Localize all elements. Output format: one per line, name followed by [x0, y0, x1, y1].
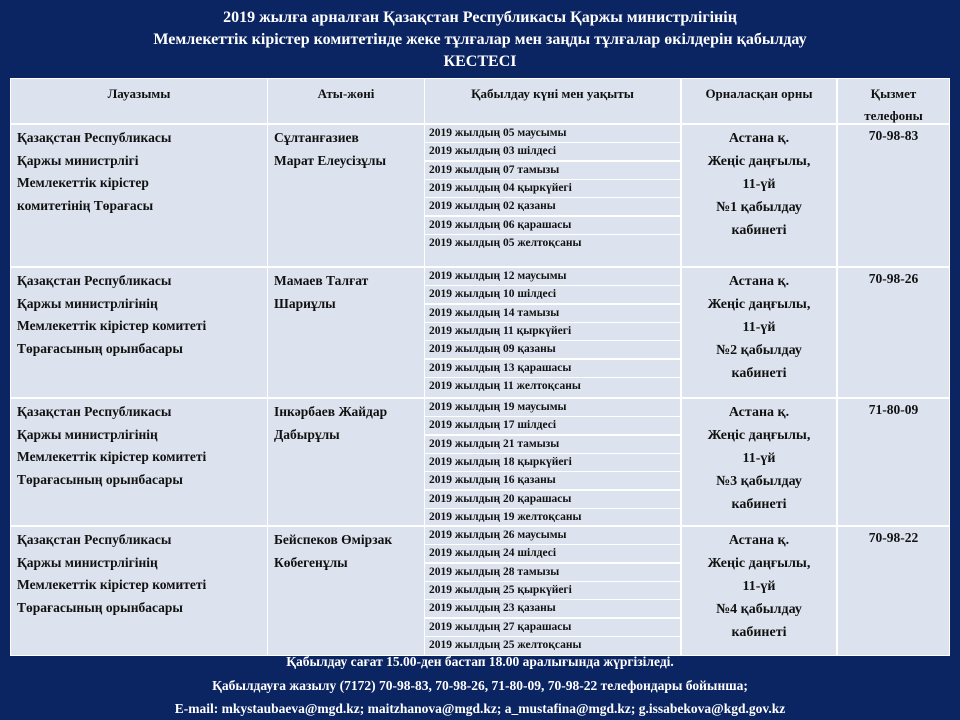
text-line: №3 қабылдау [716, 474, 802, 489]
schedule-table [10, 78, 950, 656]
date-entry: 2019 жылдың 27 қарашасы [425, 619, 680, 636]
date-entry: 2019 жылдың 28 тамызы [425, 564, 680, 581]
date-entry: 2019 жылдың 05 желтоқсаны [425, 235, 680, 266]
location-cell [682, 125, 836, 266]
name-cell [268, 125, 424, 266]
phone-cell: 70-98-22 [838, 527, 949, 655]
position-cell [11, 527, 267, 655]
date-entry: 2019 жылдың 09 қазаны [425, 341, 680, 358]
text-line: Марат Елеусізұлы [274, 152, 387, 168]
text-line: 11-үй [742, 451, 776, 466]
dates-cell [425, 125, 680, 266]
text-line: Қазақстан Республикасы [17, 404, 172, 419]
footer-hours: Қабылдау сағат 15.00-ден бастап 18.00 аралығында жүргізіледі. [286, 654, 674, 669]
text-line: Қазақстан Республикасы [17, 130, 172, 145]
date-entry: 2019 жылдың 06 қарашасы [425, 217, 680, 234]
date-entry: 2019 жылдың 10 шілдесі [425, 286, 680, 303]
text-line: Жеңіс даңғылы, [707, 154, 811, 169]
phone-cell: 71-80-09 [838, 399, 949, 525]
date-entry: 2019 жылдың 20 қарашасы [425, 491, 680, 508]
column-header: Қабылдау күні мен уақыты [425, 79, 680, 123]
text-line: Астана қ. [728, 533, 790, 548]
phone-cell: 70-98-83 [838, 125, 949, 266]
title-line-1: 2019 жылға арналған Қазақстан Республикасы Қаржы министрлігінің [223, 9, 737, 26]
text-line: Қазақстан Республикасы [17, 273, 172, 288]
date-entry: 2019 жылдың 25 желтоқсаны [425, 637, 680, 655]
date-entry: 2019 жылдың 02 қазаны [425, 198, 680, 215]
text-line: Астана қ. [728, 131, 790, 146]
text-line: комитетінің Төрағасы [17, 197, 154, 213]
text-line: Мемлекеттік кірістер [17, 175, 149, 190]
date-entry: 2019 жылдың 07 тамызы [425, 162, 680, 179]
footer-emails: E-mail: mkystaubaeva@mgd.kz; maitzhanova@mgd.kz; a_mustafina@mgd.kz; g.issabekova@kgd.gov.kz [174, 701, 786, 716]
column-header: Аты-жөні [268, 79, 424, 123]
dates-cell [425, 527, 680, 655]
dates-cell [425, 268, 680, 397]
text-line: Мемлекеттік кірістер комитеті [17, 577, 207, 592]
text-line: кабинеті [731, 366, 787, 381]
text-line: 11-үй [742, 177, 776, 192]
date-entry: 2019 жылдың 21 тамызы [425, 436, 680, 453]
dates-cell [425, 399, 680, 525]
text-line: Қаржы министрлігі [17, 152, 139, 168]
date-entry: 2019 жылдың 13 қарашасы [425, 360, 680, 377]
text-line: Төрағасының орынбасары [17, 599, 183, 615]
text-line: Бейспеков Өмірзак [274, 532, 393, 547]
name-cell [268, 268, 424, 397]
location-cell [682, 527, 836, 655]
text-line: Мемлекеттік кірістер комитеті [17, 449, 207, 464]
text-line: Шариұлы [274, 295, 336, 311]
text-line: кабинеті [731, 497, 787, 512]
name-cell [268, 527, 424, 655]
date-entry: 2019 жылдың 12 маусымы [425, 268, 680, 285]
column-header: Қызмет телефоны [838, 79, 949, 123]
text-line: 11-үй [742, 579, 776, 594]
text-line: Сұлтанғазиев [274, 130, 359, 145]
location-cell [682, 268, 836, 397]
text-line: Жеңіс даңғылы, [707, 297, 811, 312]
date-entry: 2019 жылдың 16 қазаны [425, 472, 680, 489]
date-entry: 2019 жылдың 26 маусымы [425, 527, 680, 544]
text-line: Дабырұлы [274, 426, 340, 442]
text-line: кабинеті [731, 223, 787, 238]
footer-phones: Қабылдауға жазылу (7172) 70-98-83, 70-98-26, 71-80-09, 70-98-22 телефондары бойынша; [212, 678, 748, 693]
date-entry: 2019 жылдың 19 желтоқсаны [425, 509, 680, 525]
date-entry: 2019 жылдың 25 қыркүйегі [425, 582, 680, 599]
date-entry: 2019 жылдың 17 шілдесі [425, 417, 680, 434]
position-cell [11, 125, 267, 266]
text-line: Қаржы министрлігінің [17, 295, 158, 311]
phone-cell: 70-98-26 [838, 268, 949, 397]
text-line: Төрағасының орынбасары [17, 340, 183, 356]
location-cell [682, 399, 836, 525]
title-line-3: КЕСТЕСІ [443, 53, 517, 70]
date-entry: 2019 жылдың 19 маусымы [425, 399, 680, 416]
text-line: 11-үй [742, 320, 776, 335]
text-line: Қаржы министрлігінің [17, 554, 158, 570]
text-line: №2 қабылдау [716, 343, 802, 358]
date-entry: 2019 жылдың 14 тамызы [425, 305, 680, 322]
position-cell [11, 399, 267, 525]
text-line: №4 қабылдау [716, 602, 802, 617]
date-entry: 2019 жылдың 23 қазаны [425, 600, 680, 617]
date-entry: 2019 жылдың 04 қыркүйегі [425, 180, 680, 197]
text-line: Жеңіс даңғылы, [707, 556, 811, 571]
text-line: Төрағасының орынбасары [17, 471, 183, 487]
text-line: №1 қабылдау [716, 200, 802, 215]
date-entry: 2019 жылдың 11 желтоқсаны [425, 378, 680, 397]
name-cell [268, 399, 424, 525]
position-cell [11, 268, 267, 397]
title-line-2: Мемлекеттік кірістер комитетінде жеке тұлғалар мен заңды тұлғалар өкілдерін қабылдау [153, 31, 807, 48]
text-line: Астана қ. [728, 405, 790, 420]
text-line: Інкәрбаев Жайдар [274, 404, 388, 419]
text-line: Мамаев Талғат [274, 273, 369, 288]
text-line: Астана қ. [728, 274, 790, 289]
text-line: Қаржы министрлігінің [17, 426, 158, 442]
text-line: Жеңіс даңғылы, [707, 428, 811, 443]
date-entry: 2019 жылдың 24 шілдесі [425, 545, 680, 562]
date-entry: 2019 жылдың 11 қыркүйегі [425, 323, 680, 340]
date-entry: 2019 жылдың 05 маусымы [425, 125, 680, 142]
text-line: Мемлекеттік кірістер комитеті [17, 318, 207, 333]
date-entry: 2019 жылдың 18 қыркүйегі [425, 454, 680, 471]
column-header: Орналасқан орны [682, 79, 836, 123]
text-line: кабинеті [731, 625, 787, 640]
text-line: Қазақстан Республикасы [17, 532, 172, 547]
column-header: Лауазымы [11, 79, 267, 123]
text-line: Көбегенұлы [274, 554, 348, 570]
date-entry: 2019 жылдың 03 шілдесі [425, 143, 680, 160]
